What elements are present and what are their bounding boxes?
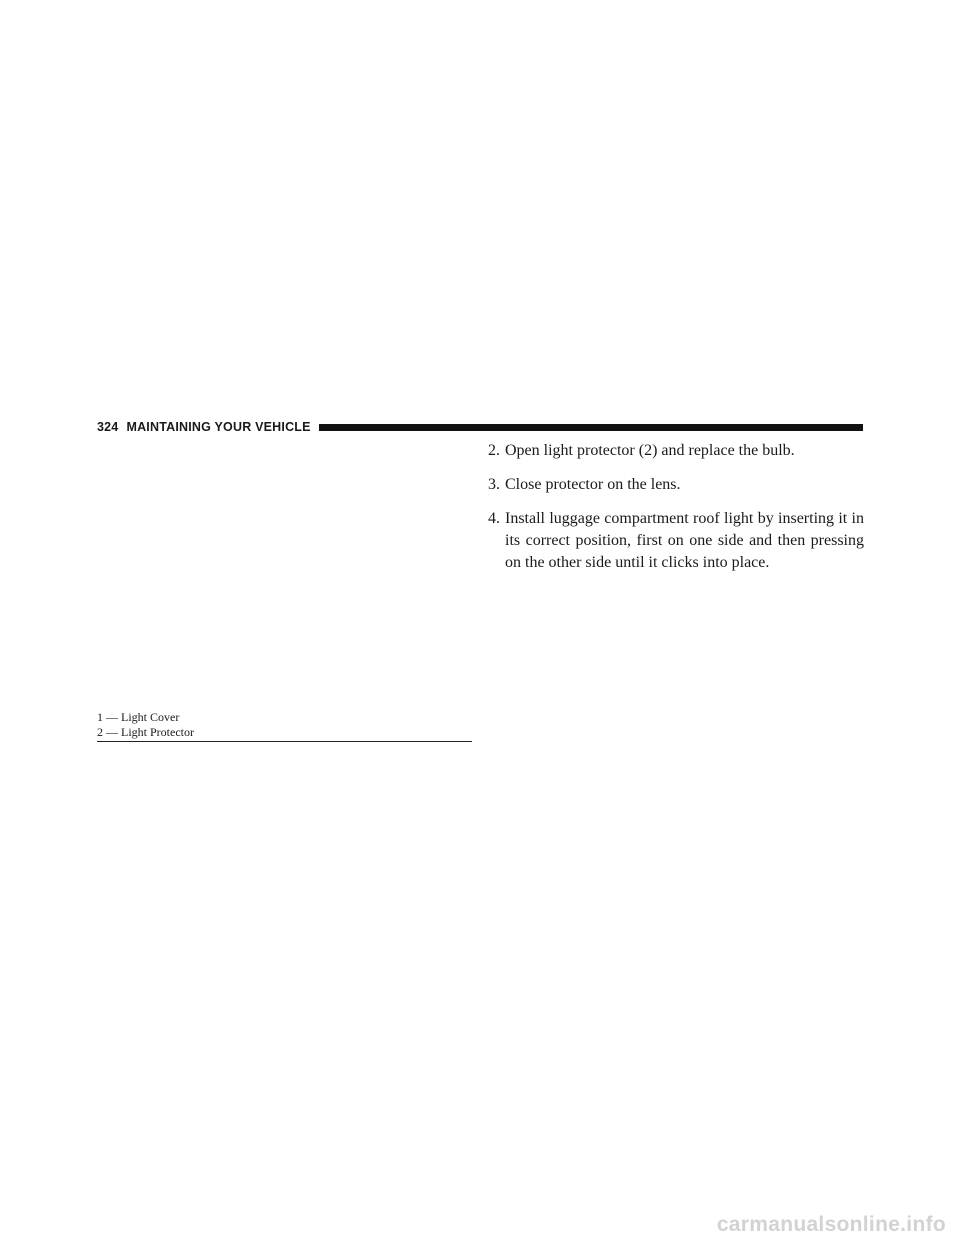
header-rule (319, 424, 863, 431)
step-text: Open light protector (2) and replace the bulb. (505, 442, 795, 459)
step-text: Install luggage compartment roof light by inserting it in its correct position, first on one side and then pressing on the other side until it clicks into place. (505, 510, 864, 571)
step-item (488, 440, 864, 462)
page-header (97, 420, 863, 434)
step-number: 3. (488, 476, 500, 493)
instruction-steps (488, 440, 864, 586)
step-item (488, 474, 864, 496)
legend-rule (97, 741, 472, 742)
page-number: 324 (97, 420, 119, 434)
step-number: 2. (488, 442, 500, 459)
figure-legend (97, 710, 472, 740)
section-title: MAINTAINING YOUR VEHICLE (126, 420, 311, 434)
watermark: carmanualsonline.info (716, 1213, 946, 1236)
step-number: 4. (488, 510, 500, 527)
step-text: Close protector on the lens. (505, 476, 681, 493)
step-item (488, 508, 864, 574)
legend-item-light-cover: 1 — Light Cover (97, 710, 180, 724)
legend-item-light-protector: 2 — Light Protector (97, 725, 194, 739)
